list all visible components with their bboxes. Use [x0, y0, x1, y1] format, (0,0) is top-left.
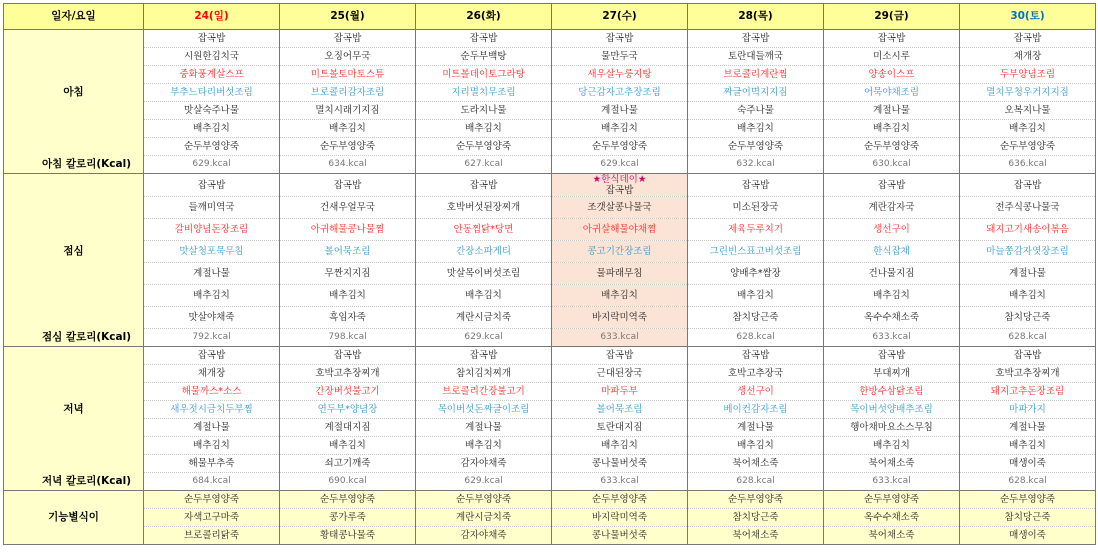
functional-item: 순두부영양죽 — [552, 491, 688, 509]
breakfast-item: 당근감자고추장조림 — [552, 84, 688, 102]
breakfast-item: 짜글이멱지지짐 — [688, 84, 824, 102]
dinner-item: 행아채마요소스무침 — [824, 419, 960, 437]
lunch-row — [4, 197, 1096, 219]
header-label: 일자/요일 — [4, 4, 144, 30]
breakfast-item: 순두부영양죽 — [688, 138, 824, 156]
breakfast-item: 멸치시래기지짐 — [280, 102, 416, 120]
breakfast-calorie-row — [4, 156, 1096, 174]
lunch-item: 맛살목이버섯조림 — [416, 263, 552, 285]
dinner-item: 배추김치 — [824, 437, 960, 455]
breakfast-item: 미트볼데이토그라탕 — [416, 66, 552, 84]
lunch-item: 한식잡채 — [824, 241, 960, 263]
breakfast-item: 중화풍계살스프 — [144, 66, 280, 84]
breakfast-item: 배추김치 — [688, 120, 824, 138]
lunch-item: 잡곡밥 — [280, 174, 416, 197]
lunch-item: 맛살야채죽 — [144, 307, 280, 329]
lunch-item: 돼지고기새송이볶음 — [960, 219, 1096, 241]
lunch-kcal: 628.kcal — [960, 329, 1096, 347]
lunch-item: 계란시금치죽 — [416, 307, 552, 329]
breakfast-item: 계절나물 — [552, 102, 688, 120]
dinner-item: 잡곡밥 — [824, 347, 960, 365]
breakfast-kcal: 630.kcal — [824, 156, 960, 174]
lunch-kcal: 798.kcal — [280, 329, 416, 347]
dinner-calorie-row — [4, 473, 1096, 491]
dinner-kcal: 684.kcal — [144, 473, 280, 491]
dinner-item: 볼어묵조림 — [552, 401, 688, 419]
lunch-item: 잡곡밥 — [144, 174, 280, 197]
breakfast-kcal: 636.kcal — [960, 156, 1096, 174]
lunch-item: 물파래무침 — [552, 263, 688, 285]
lunch-item: 배추김치 — [144, 285, 280, 307]
lunch-item: 아귀살해물야채찜 — [552, 219, 688, 241]
dinner-kcal: 633.kcal — [824, 473, 960, 491]
day-header-wed: 27(수) — [552, 4, 688, 30]
dinner-item: 참치김치찌개 — [416, 365, 552, 383]
functional-item: 황태콩나물죽 — [280, 527, 416, 545]
lunch-item: 참치당근죽 — [960, 307, 1096, 329]
breakfast-item: 새우살누룽지탕 — [552, 66, 688, 84]
breakfast-calorie-label: 아침 칼로리(Kcal) — [4, 156, 144, 174]
dinner-item: 배추김치 — [416, 437, 552, 455]
dinner-item: 마파두부 — [552, 383, 688, 401]
breakfast-item: 순두부영양죽 — [280, 138, 416, 156]
functional-item: 북어채소죽 — [824, 527, 960, 545]
dinner-item: 북어채소죽 — [688, 455, 824, 473]
dinner-row — [4, 419, 1096, 437]
functional-item: 브로콜리닭죽 — [144, 527, 280, 545]
functional-item: 순두부영양죽 — [688, 491, 824, 509]
functional-item: 북어채소죽 — [688, 527, 824, 545]
dinner-item: 잡곡밥 — [416, 347, 552, 365]
lunch-row — [4, 219, 1096, 241]
lunch-row — [4, 174, 1096, 197]
breakfast-item: 어묵야채조림 — [824, 84, 960, 102]
breakfast-item: 배추김치 — [960, 120, 1096, 138]
lunch-item: 아귀해물콩나물찜 — [280, 219, 416, 241]
lunch-item: 전주식콩나물국 — [960, 197, 1096, 219]
dinner-row — [4, 347, 1096, 365]
functional-item: 자색고구마죽 — [144, 509, 280, 527]
functional-item: 계란시금치죽 — [416, 509, 552, 527]
lunch-item: 참치당근죽 — [688, 307, 824, 329]
lunch-kcal: 628.kcal — [688, 329, 824, 347]
breakfast-item: 두부양념조림 — [960, 66, 1096, 84]
lunch-item: 생선구이 — [824, 219, 960, 241]
lunch-item: 조갯살콩나물국 — [552, 197, 688, 219]
day-header-sat: 30(토) — [960, 4, 1096, 30]
breakfast-item: 도라지나물 — [416, 102, 552, 120]
breakfast-item: 오징어무국 — [280, 48, 416, 66]
header-row — [4, 4, 1096, 30]
breakfast-row — [4, 84, 1096, 102]
dinner-item: 베이컨감자조림 — [688, 401, 824, 419]
day-header-tue: 26(화) — [416, 4, 552, 30]
breakfast-item: 오복지나물 — [960, 102, 1096, 120]
dinner-kcal: 690.kcal — [280, 473, 416, 491]
lunch-item: 옥수수채소죽 — [824, 307, 960, 329]
lunch-item: 계절나물 — [960, 263, 1096, 285]
breakfast-item: 멸치무청우거지지짐 — [960, 84, 1096, 102]
breakfast-row — [4, 48, 1096, 66]
dinner-item: 계절대지짐 — [280, 419, 416, 437]
breakfast-item: 순두부영양죽 — [144, 138, 280, 156]
dinner-item: 매생이죽 — [960, 455, 1096, 473]
dinner-item: 잡곡밥 — [552, 347, 688, 365]
lunch-item: 호박버섯된장찌개 — [416, 197, 552, 219]
functional-item: 순두부영양죽 — [416, 491, 552, 509]
lunch-item: 맛살청포묵무침 — [144, 241, 280, 263]
functional-item: 참치당근죽 — [688, 509, 824, 527]
dinner-item: 쇠고기깨죽 — [280, 455, 416, 473]
dinner-item: 호박고추장찌개 — [280, 365, 416, 383]
lunch-item: 배추김치 — [280, 285, 416, 307]
dinner-item: 마파가지 — [960, 401, 1096, 419]
functional-item: 콩나물버섯죽 — [552, 527, 688, 545]
dinner-kcal: 629.kcal — [416, 473, 552, 491]
breakfast-item: 잡곡밥 — [416, 30, 552, 48]
breakfast-item: 순두부백탕 — [416, 48, 552, 66]
functional-item: 매생이죽 — [960, 527, 1096, 545]
breakfast-row — [4, 138, 1096, 156]
lunch-item: 배추김치 — [824, 285, 960, 307]
dinner-item: 배추김치 — [688, 437, 824, 455]
dinner-item: 부대찌개 — [824, 365, 960, 383]
functional-item: 콩가루죽 — [280, 509, 416, 527]
day-header-fri: 29(금) — [824, 4, 960, 30]
lunch-item: 잡곡밥 — [416, 174, 552, 197]
dinner-item: 새우젓시금치두부찜 — [144, 401, 280, 419]
special-day-title: ★한식데이★ — [592, 174, 647, 185]
lunch-row — [4, 241, 1096, 263]
breakfast-item: 잡곡밥 — [144, 30, 280, 48]
functional-item: 감자야채죽 — [416, 527, 552, 545]
breakfast-item: 배추김치 — [824, 120, 960, 138]
dinner-item: 근대된장국 — [552, 365, 688, 383]
lunch-item: 제육두루치기 — [688, 219, 824, 241]
breakfast-item: 배추김치 — [280, 120, 416, 138]
lunch-item: 계란감자국 — [824, 197, 960, 219]
lunch-item: 바지락미역죽 — [552, 307, 688, 329]
breakfast-item: 잡곡밥 — [280, 30, 416, 48]
dinner-item: 잡곡밥 — [960, 347, 1096, 365]
dinner-item: 계절나물 — [960, 419, 1096, 437]
breakfast-item: 미트볼토마토스튜 — [280, 66, 416, 84]
dinner-item: 계절나물 — [416, 419, 552, 437]
breakfast-kcal: 632.kcal — [688, 156, 824, 174]
breakfast-kcal: 629.kcal — [144, 156, 280, 174]
functional-item: 옥수수채소죽 — [824, 509, 960, 527]
lunch-row — [4, 263, 1096, 285]
functional-item: 바지락미역죽 — [552, 509, 688, 527]
lunch-kcal: 629.kcal — [416, 329, 552, 347]
dinner-item: 생선구이 — [688, 383, 824, 401]
dinner-kcal: 628.kcal — [688, 473, 824, 491]
dinner-item: 해물까스*소스 — [144, 383, 280, 401]
lunch-label: 점심 — [4, 174, 144, 329]
breakfast-item: 양송이스프 — [824, 66, 960, 84]
lunch-item: 잡곡밥 — [824, 174, 960, 197]
dinner-item: 잡곡밥 — [280, 347, 416, 365]
lunch-item: 갈비양념돈장조림 — [144, 219, 280, 241]
day-header-sun: 24(일) — [144, 4, 280, 30]
day-header-mon: 25(월) — [280, 4, 416, 30]
breakfast-row — [4, 30, 1096, 48]
functional-label: 기능별식이 — [4, 491, 144, 545]
lunch-item: 마늘쫑감자엿장조림 — [960, 241, 1096, 263]
breakfast-item: 잡곡밥 — [960, 30, 1096, 48]
lunch-item: 양배추*쌈장 — [688, 263, 824, 285]
lunch-item: 미소된장국 — [688, 197, 824, 219]
lunch-item — [552, 174, 688, 197]
lunch-row — [4, 285, 1096, 307]
breakfast-item: 미소시루 — [824, 48, 960, 66]
dinner-row — [4, 401, 1096, 419]
dinner-item: 채개장 — [144, 365, 280, 383]
lunch-item: 무짠지지짐 — [280, 263, 416, 285]
breakfast-row — [4, 66, 1096, 84]
lunch-item: 배추김치 — [688, 285, 824, 307]
lunch-item: 콩고기간장조림 — [552, 241, 688, 263]
breakfast-item: 브로콜리감자조림 — [280, 84, 416, 102]
dinner-item: 목이버섯양배추조림 — [824, 401, 960, 419]
lunch-item: 건나물지짐 — [824, 263, 960, 285]
lunch-item: 간장소파게티 — [416, 241, 552, 263]
breakfast-label: 아침 — [4, 30, 144, 156]
dinner-label: 저녁 — [4, 347, 144, 473]
dinner-kcal: 633.kcal — [552, 473, 688, 491]
dinner-item: 브로콜리간장불고기 — [416, 383, 552, 401]
breakfast-row — [4, 120, 1096, 138]
functional-item: 순두부영양죽 — [960, 491, 1096, 509]
breakfast-row — [4, 102, 1096, 120]
dinner-item: 간장버섯불고기 — [280, 383, 416, 401]
breakfast-item: 순두부영양죽 — [416, 138, 552, 156]
day-header-thu: 28(목) — [688, 4, 824, 30]
dinner-item: 토란대지짐 — [552, 419, 688, 437]
breakfast-item: 시원한김치국 — [144, 48, 280, 66]
functional-row — [4, 509, 1096, 527]
lunch-calorie-row — [4, 329, 1096, 347]
breakfast-item: 순두부영양죽 — [824, 138, 960, 156]
dinner-item: 배추김치 — [144, 437, 280, 455]
weekly-menu-table — [3, 3, 1096, 545]
dinner-row — [4, 383, 1096, 401]
lunch-item: 볼어묵조림 — [280, 241, 416, 263]
lunch-calorie-label: 점심 칼로리(Kcal) — [4, 329, 144, 347]
dinner-item: 배추김치 — [552, 437, 688, 455]
dinner-item: 계절나물 — [688, 419, 824, 437]
dinner-item: 목이버섯돈짜글이조림 — [416, 401, 552, 419]
lunch-item: 배추김치 — [960, 285, 1096, 307]
dinner-item: 잡곡밥 — [688, 347, 824, 365]
lunch-item: 흑임자죽 — [280, 307, 416, 329]
breakfast-kcal: 627.kcal — [416, 156, 552, 174]
breakfast-kcal: 634.kcal — [280, 156, 416, 174]
lunch-row — [4, 307, 1096, 329]
breakfast-item: 토란대들깨국 — [688, 48, 824, 66]
dinner-item: 호박고추장찌개 — [960, 365, 1096, 383]
breakfast-item: 브로콜리계란찜 — [688, 66, 824, 84]
dinner-item: 한방수삼닭조림 — [824, 383, 960, 401]
breakfast-item: 계절나물 — [824, 102, 960, 120]
lunch-item: 잡곡밥 — [960, 174, 1096, 197]
functional-item: 순두부영양죽 — [824, 491, 960, 509]
breakfast-item: 배추김치 — [416, 120, 552, 138]
dinner-item: 배추김치 — [280, 437, 416, 455]
dinner-item: 해물부추죽 — [144, 455, 280, 473]
dinner-row — [4, 455, 1096, 473]
breakfast-item: 부추느타리버섯조림 — [144, 84, 280, 102]
dinner-item: 콩나물버섯죽 — [552, 455, 688, 473]
breakfast-item: 잡곡밥 — [688, 30, 824, 48]
breakfast-item: 지리멸치무조림 — [416, 84, 552, 102]
lunch-item: 그린빈스표고버섯조림 — [688, 241, 824, 263]
dinner-item: 감자야채죽 — [416, 455, 552, 473]
functional-item: 순두부영양죽 — [144, 491, 280, 509]
dinner-calorie-label: 저녁 칼로리(Kcal) — [4, 473, 144, 491]
menu-table-container — [3, 3, 1096, 545]
breakfast-item: 배추김치 — [552, 120, 688, 138]
functional-item: 순두부영양죽 — [280, 491, 416, 509]
dinner-item: 계절나물 — [144, 419, 280, 437]
dinner-item: 돼지고추돈장조림 — [960, 383, 1096, 401]
breakfast-item: 순두부영양죽 — [960, 138, 1096, 156]
lunch-item: 계절나물 — [144, 263, 280, 285]
breakfast-item: 순두부영양죽 — [552, 138, 688, 156]
dinner-kcal: 628.kcal — [960, 473, 1096, 491]
lunch-item: 건새우얼무국 — [280, 197, 416, 219]
lunch-kcal: 633.kcal — [824, 329, 960, 347]
dinner-item: 배추김치 — [960, 437, 1096, 455]
dinner-item: 호박고추장국 — [688, 365, 824, 383]
breakfast-kcal: 629.kcal — [552, 156, 688, 174]
lunch-item: 안동찜닭*당면 — [416, 219, 552, 241]
lunch-item: 배추김치 — [416, 285, 552, 307]
breakfast-item: 숙주나물 — [688, 102, 824, 120]
lunch-item: 배추김치 — [552, 285, 688, 307]
dinner-row — [4, 437, 1096, 455]
breakfast-item: 맛살숙주나물 — [144, 102, 280, 120]
functional-item: 참치당근죽 — [960, 509, 1096, 527]
lunch-item-text: 잡곡밥 — [605, 185, 634, 196]
breakfast-item: 채개장 — [960, 48, 1096, 66]
dinner-item: 잡곡밥 — [144, 347, 280, 365]
lunch-kcal: 633.kcal — [552, 329, 688, 347]
functional-row — [4, 491, 1096, 509]
lunch-item: 잡곡밥 — [688, 174, 824, 197]
functional-row — [4, 527, 1096, 545]
lunch-item: 들깨미역국 — [144, 197, 280, 219]
dinner-item: 연두부*양념장 — [280, 401, 416, 419]
lunch-kcal: 792.kcal — [144, 329, 280, 347]
breakfast-item: 잡곡밥 — [552, 30, 688, 48]
breakfast-item: 잡곡밥 — [824, 30, 960, 48]
breakfast-item: 물만두국 — [552, 48, 688, 66]
dinner-row — [4, 365, 1096, 383]
breakfast-item: 배추김치 — [144, 120, 280, 138]
dinner-item: 북어채소죽 — [824, 455, 960, 473]
